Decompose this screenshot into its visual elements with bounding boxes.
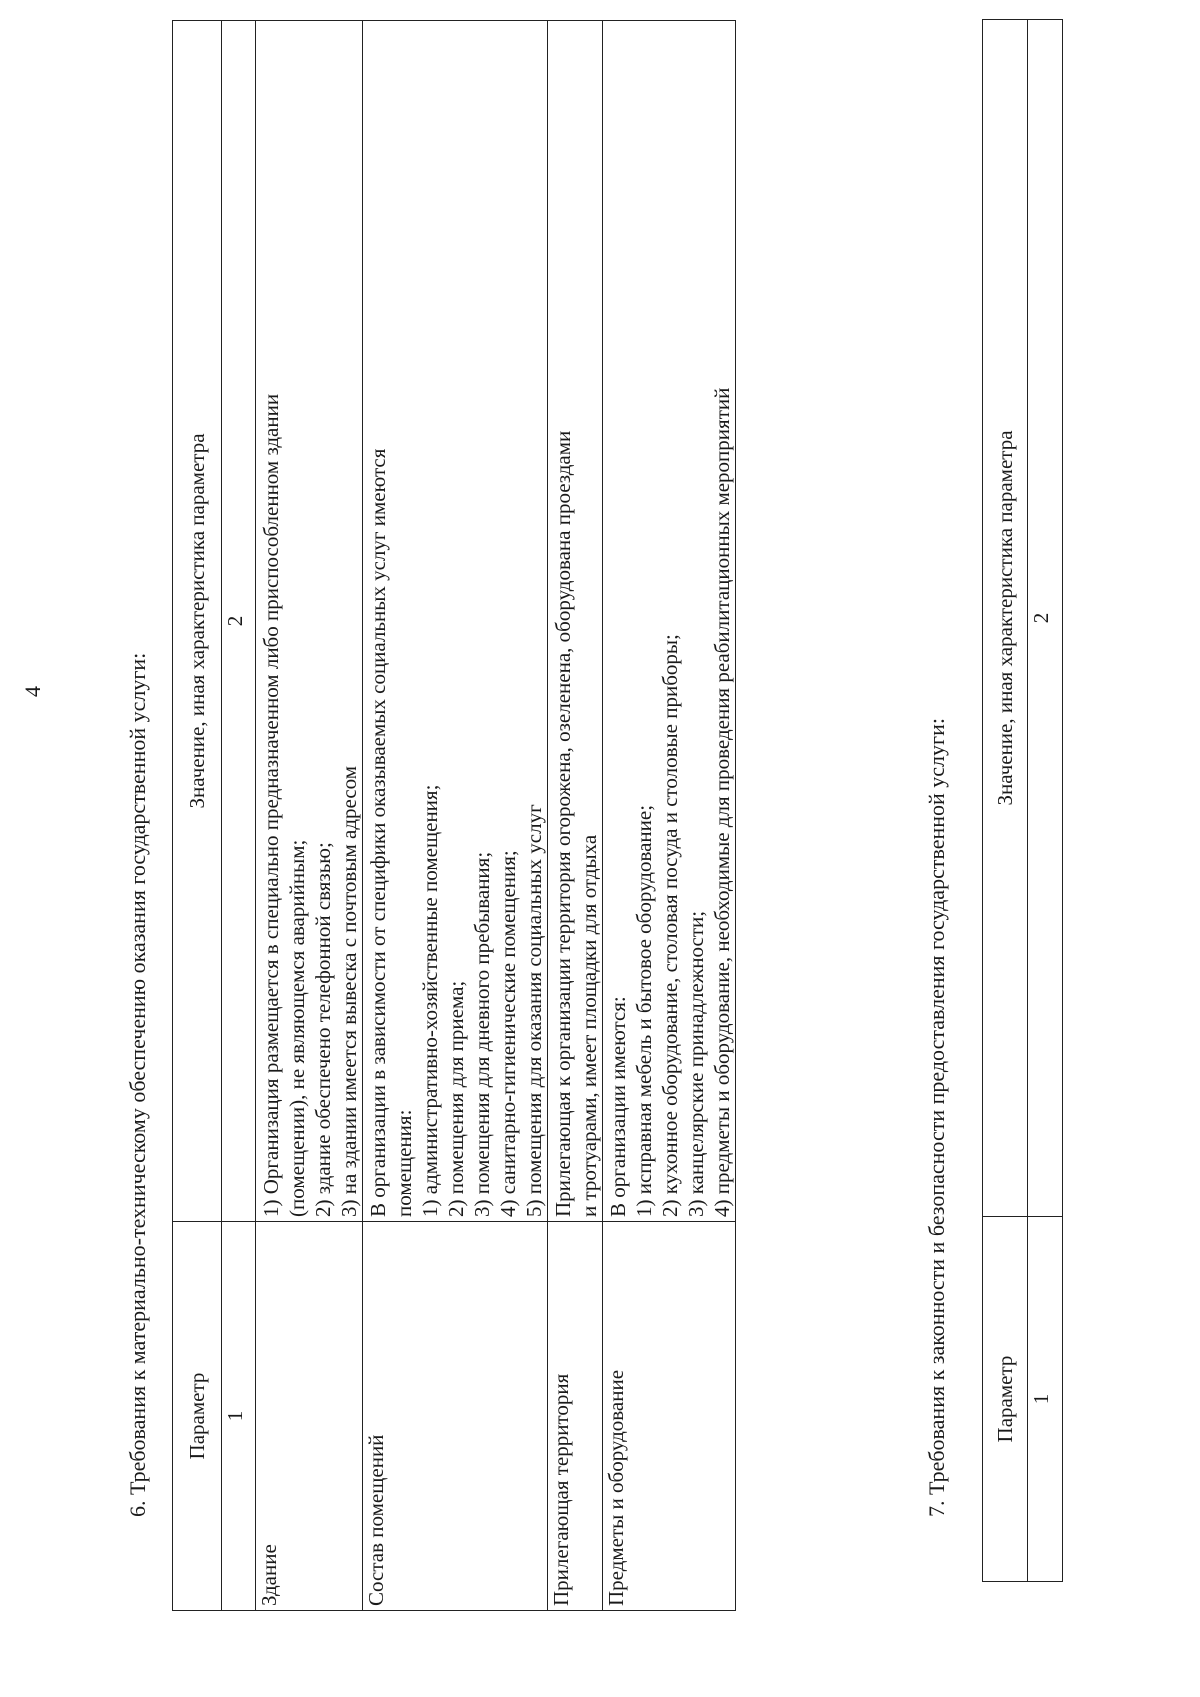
page-number: 4 — [20, 686, 45, 697]
header-parameter: Параметр — [983, 1217, 1028, 1582]
value-line: 4) санитарно-гигиенические помещения; — [496, 850, 520, 1217]
column-index-1: 1 — [222, 1222, 256, 1611]
column-index-2: 2 — [222, 21, 256, 1222]
value-line: 3) на здании имеется вывеска с почтовым адресом — [337, 765, 361, 1217]
table-row-rooms — [363, 21, 548, 1611]
value-line: Прилегающая к организации территория огорожена, озеленена, оборудована проездами — [551, 430, 575, 1217]
column-index-row — [1028, 20, 1063, 1582]
value-line: 2) кухонное оборудование, столовая посуда и столовые приборы; — [658, 634, 682, 1217]
value-cell — [256, 21, 363, 1222]
column-index-row — [222, 21, 256, 1611]
param-cell: Предметы и оборудование — [603, 1222, 736, 1611]
param-cell: Прилегающая территория — [548, 1222, 603, 1611]
value-line: 1) Организация размещается в специально предназначенном либо приспособленном здании — [259, 393, 283, 1217]
value-line: 3) помещения для дневного пребывания; — [470, 851, 494, 1217]
value-line: 5) помещения для оказания социальных услуг — [522, 804, 546, 1217]
table-header-row — [173, 21, 222, 1611]
value-line: 2) помещения для приема; — [444, 980, 468, 1217]
table-row-territory — [548, 21, 603, 1611]
value-line: В организации имеются: — [606, 996, 630, 1217]
header-parameter: Параметр — [173, 1222, 222, 1611]
value-line: 1) административно-хозяйственные помещения; — [418, 784, 442, 1217]
value-line: помещения: — [392, 1109, 416, 1217]
column-index-2: 2 — [1028, 20, 1063, 1217]
value-line: 1) исправная мебель и бытовое оборудование; — [632, 804, 656, 1217]
table-row-equipment — [603, 21, 736, 1611]
header-value: Значение, иная характеристика параметра — [983, 20, 1028, 1217]
value-cell — [548, 21, 603, 1222]
header-value: Значение, иная характеристика параметра — [173, 21, 222, 1222]
value-line: и тротуарами, имеет площадки для отдыха — [577, 834, 601, 1217]
value-line: В организации в зависимости от специфики оказываемых социальных услуг имеются — [366, 448, 390, 1217]
value-line: 3) канцелярские принадлежности; — [684, 910, 708, 1217]
section-6-heading: 6. Требования к материально-техническому обеспечению оказания государственной услуги: — [125, 652, 150, 1517]
material-technical-requirements-table — [172, 20, 736, 1611]
value-line: 4) предметы и оборудование, необходимые для проведения реабилитационных мероприятий — [710, 387, 734, 1217]
section-7-heading: 7. Требования к законности и безопасности предоставления государственной услуги: — [924, 718, 949, 1517]
value-line: 2) здание обеспечено телефонной связью; — [311, 842, 335, 1217]
value-line: (помещении), не являющемся аварийным; — [285, 839, 309, 1217]
table-header-row — [983, 20, 1028, 1582]
param-cell: Состав помещений — [363, 1222, 548, 1611]
table-row-building — [256, 21, 363, 1611]
value-cell — [363, 21, 548, 1222]
legality-safety-requirements-table — [982, 19, 1063, 1582]
column-index-1: 1 — [1028, 1217, 1063, 1582]
param-cell: Здание — [256, 1222, 363, 1611]
value-cell — [603, 21, 736, 1222]
